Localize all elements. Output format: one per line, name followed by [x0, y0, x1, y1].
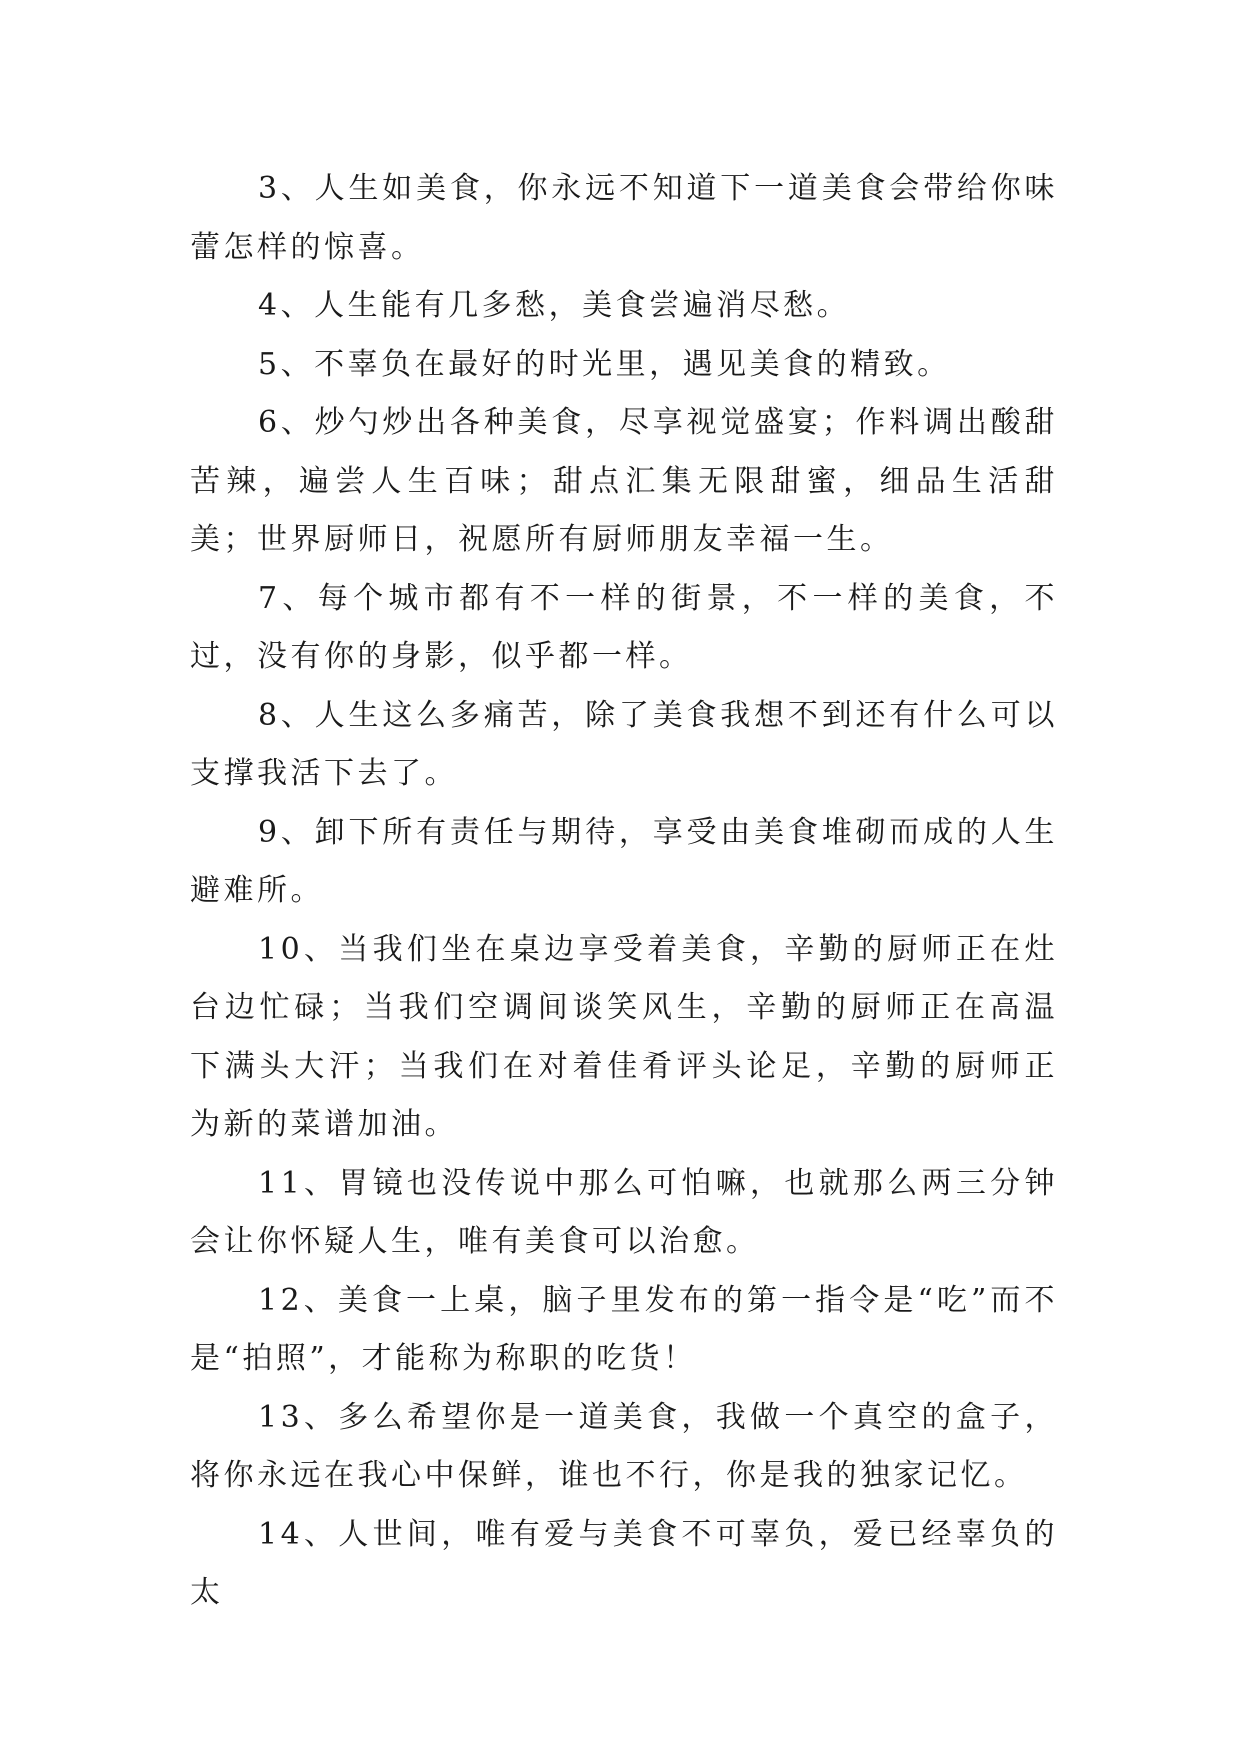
paragraph: 13、多么希望你是一道美食，我做一个真空的盒子，将你永远在我心中保鲜，谁也不行，你是我的独家记忆。	[190, 1399, 1058, 1493]
paragraph: 8、人生这么多痛苦，除了美食我想不到还有什么可以支撑我活下去了。	[190, 697, 1058, 791]
paragraph: 12、美食一上桌，脑子里发布的第一指令是“吃”而不是“拍照”，才能称为称职的吃货！	[190, 1282, 1058, 1376]
paragraph: 10、当我们坐在桌边享受着美食，辛勤的厨师正在灶台边忙碌；当我们空调间谈笑风生，辛勤的厨师正在高温下满头大汗；当我们在对着佳肴评头论足，辛勤的厨师正为新的菜谱加油。	[190, 931, 1058, 1142]
paragraph: 6、炒勺炒出各种美食，尽享视觉盛宴；作料调出酸甜苦辣，遍尝人生百味；甜点汇集无限甜蜜，细品生活甜美；世界厨师日，祝愿所有厨师朋友幸福一生。	[190, 405, 1058, 557]
paragraph: 7、每个城市都有不一样的街景，不一样的美食，不过，没有你的身影，似乎都一样。	[190, 580, 1058, 674]
paragraph: 3、人生如美食，你永远不知道下一道美食会带给你味蕾怎样的惊喜。	[190, 171, 1058, 265]
paragraph: 4、人生能有几多愁，美食尝遍消尽愁。	[258, 288, 851, 323]
paragraph: 14、人世间，唯有爱与美食不可辜负，爱已经辜负的太	[190, 1516, 1058, 1610]
document-body	[190, 160, 1058, 1623]
paragraph: 11、胃镜也没传说中那么可怕嘛，也就那么两三分钟会让你怀疑人生，唯有美食可以治愈。	[190, 1165, 1058, 1259]
paragraph: 9、卸下所有责任与期待，享受由美食堆砌而成的人生避难所。	[190, 814, 1058, 908]
paragraph: 5、不辜负在最好的时光里，遇见美食的精致。	[258, 346, 951, 382]
